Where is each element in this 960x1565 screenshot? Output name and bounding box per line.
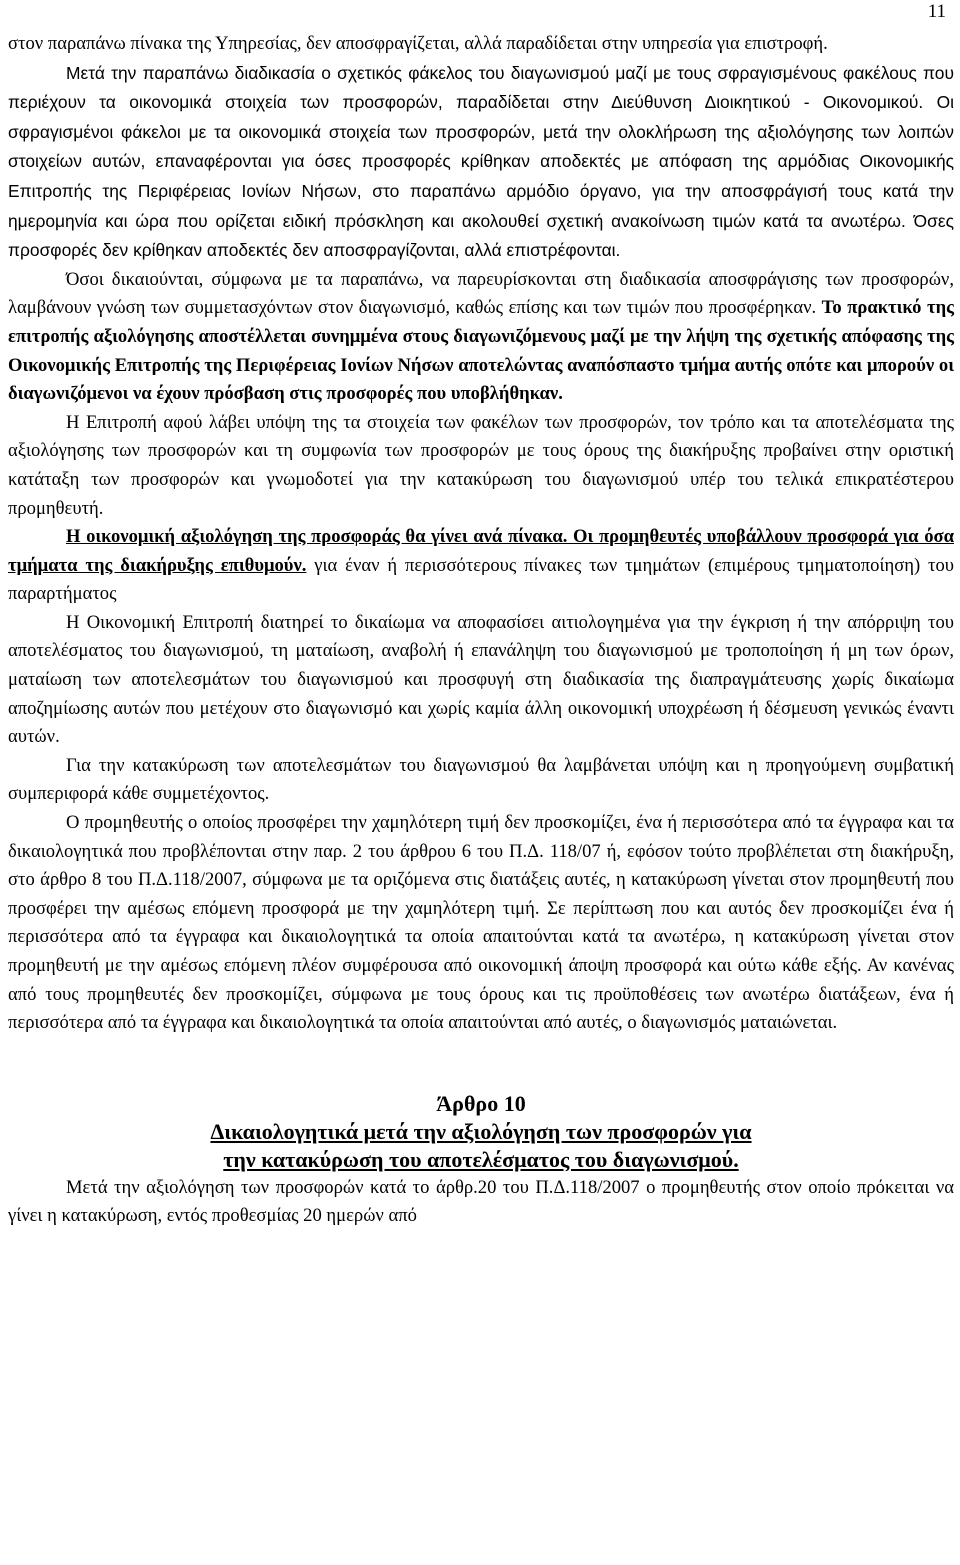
paragraph-5 bbox=[8, 523, 954, 609]
paragraph-3 bbox=[8, 266, 954, 409]
paragraph-6: Η Οικονομική Επιτροπή διατηρεί το δικαίωμα να αποφασίσει αιτιολογημένα για την έγκριση ή την απόρριψη του αποτελέσματος του διαγωνισμού, τη ματαίωση, αναβολή ή επανάληψη του διαγωνισμού με τροποποίηση ή μη των όρων, ματαίωση των αποτελεσμάτων του διαγωνισμού και προσφυγή στη διαδικασία της διαπραγμάτευσης χωρίς δικαίωμα αποζημίωσης αυτών που μετέχουν στο διαγωνισμό και χωρίς καμία άλλη οικονομική υποχρέωση ή δέσμευση γενικώς έναντι αυτών. bbox=[8, 611, 954, 748]
paragraph-3-bold: Το πρακτικό της επιτροπής αξιολόγησης αποστέλλεται συνημμένα στους διαγωνιζόμενους μαζί με την λήψη της σχετικής απόφασης της Οικονομικής Επιτροπής της Περιφέρειας Ιονίων Νήσων αποτελώντας αναπόσπαστο τμήμα αυτής οπότε και μπορούν οι διαγωνιζόμενοι να έχουν πρόσβαση στις προσφορές που υποβλήθηκαν. bbox=[8, 297, 954, 405]
paragraph-7: Για την κατακύρωση των αποτελεσμάτων του διαγωνισμού θα λαμβάνεται υπόψη και η προηγούμενη συμβατική συμπεριφορά κάθε συμμετέχοντος. bbox=[8, 754, 954, 805]
page-header bbox=[8, 0, 954, 30]
page-number: 11 bbox=[927, 1, 946, 22]
article-subtitle-line-2: την κατακύρωση του αποτελέσματος του διαγωνισμού. bbox=[223, 1146, 739, 1172]
paragraph-4: Η Επιτροπή αφού λάβει υπόψη της τα στοιχεία των φακέλων των προσφορών, τον τρόπο και τα αποτελέσματα της αξιολόγησης των προσφορών και τη συμφωνία των προσφορών με τους όρους της διακήρυξης προβαίνει στην οριστική κατάταξη των προσφορών και γνωμοδοτεί για την κατακύρωση του διαγωνισμού υπέρ του τελικά επικρατέστερου προμηθευτή. bbox=[8, 411, 954, 519]
paragraph-5-rest: για έναν ή περισσότερους πίνακες των τμημάτων (επιμέρους τμηματοποίηση) του παραρτήματος bbox=[8, 554, 954, 605]
article-title: Άρθρο 10 bbox=[436, 1090, 526, 1116]
document-page bbox=[8, 0, 954, 1231]
article-subtitle-line-1: Δικαιολογητικά μετά την αξιολόγηση των προσφορών για bbox=[210, 1118, 752, 1144]
paragraph-3-part-a: Όσοι δικαιούνται, σύμφωνα με τα παραπάνω, να παρευρίσκονται στη διαδικασία αποσφράγισης των προσφορών, λαμβάνουν γνώση των συμμετασχόντων στον διαγωνισμό, καθώς επίσης και των τιμών που προσφέρηκαν. bbox=[8, 268, 954, 319]
paragraph-2-part-a: Μετά την παραπάνω διαδικασία ο σχετικός φάκελος του διαγωνισμού μαζί με τους σφραγισμένους φακέλους που περιέχουν τα οικονομικά στοιχεία των προσφορών, παραδίδεται στην Διεύθυνση Διοικητικού - Οικονομικού. bbox=[8, 62, 954, 113]
paragraph-5-underlined: Η οικονομική αξιολόγηση της προσφοράς θα γίνει ανά πίνακα. Οι προμηθευτές υποβάλλουν προσφορά για όσα τμήματα της διακήρυξης επιθυμούν. bbox=[8, 526, 954, 576]
paragraph-8: Ο προμηθευτής ο οποίος προσφέρει την χαμηλότερη τιμή δεν προσκομίζει, ένα ή περισσότερα από τα έγγραφα και τα δικαιολογητικά που προβλέπονται στην παρ. 2 του άρθρου 6 του Π.Δ. 118/07 ή, εφόσον τούτο προβλέπεται στη διακήρυξη, στο άρθρο 8 του Π.Δ.118/2007, σύμφωνα με τα οριζόμενα στις διατάξεις αυτές, η κατακύρωση γίνεται στον προμηθευτή που προσφέρει την αμέσως επόμενη προσφορά με την χαμηλότερη τιμή. Σε περίπτωση που και αυτός δεν προσκομίζει ένα ή περισσότερα από τα έγγραφα και δικαιολογητικά τα οποία απαιτούνται κατά τα ανωτέρω, η κατακύρωση γίνεται στον προμηθευτή με την αμέσως επόμενη πλέον συμφέρουσα από οικονομική άποψη προσφορά και ούτω κάθε εξής. Αν κανένας από τους προμηθευτές δεν προσκομίζει, σύμφωνα με τους όρους και τις προϋποθέσεις των ανωτέρω διατάξεων, ένα ή περισσότερα από τα έγγραφα και δικαιολογητικά τα οποία απαιτούνται από αυτές, ο διαγωνισμός ματαιώνεται. bbox=[8, 812, 954, 1034]
paragraph-1: στον παραπάνω πίνακα της Υπηρεσίας, δεν αποσφραγίζεται, αλλά παραδίδεται στην υπηρεσία για επιστροφή. bbox=[8, 33, 828, 54]
paragraph-2 bbox=[8, 59, 954, 266]
paragraph-9: Μετά την αξιολόγηση των προσφορών κατά το άρθρ.20 του Π.Δ.118/2007 ο προμηθευτής στον οποίο πρόκειται να γίνει η κατακύρωση, εντός προθεσμίας 20 ημερών από bbox=[8, 1176, 954, 1227]
paragraph-2-part-b: Οι σφραγισμένοι φάκελοι με τα οικονομικά στοιχεία των προσφορών, μετά την ολοκλήρωση της αξιολόγησης των λοιπών στοιχείων αυτών, επαναφέρονται για όσες προσφορές κρίθηκαν αποδεκτές με απόφαση της αρμόδιας Οικονομικής Επιτροπής της Περιφέρειας Ιονίων Νήσων, στο παραπάνω αρμόδιο όργανο, για την αποσφράγισή τους κατά την ημερομηνία και ώρα που ορίζεται ειδική πρόσκληση και ακολουθεί σχετική ανακοίνωση τιμών κατά τα ανωτέρω. Όσες προσφορές δεν κρίθηκαν αποδεκτές δεν αποσφραγίζονται, αλλά επιστρέφονται. bbox=[8, 92, 954, 261]
